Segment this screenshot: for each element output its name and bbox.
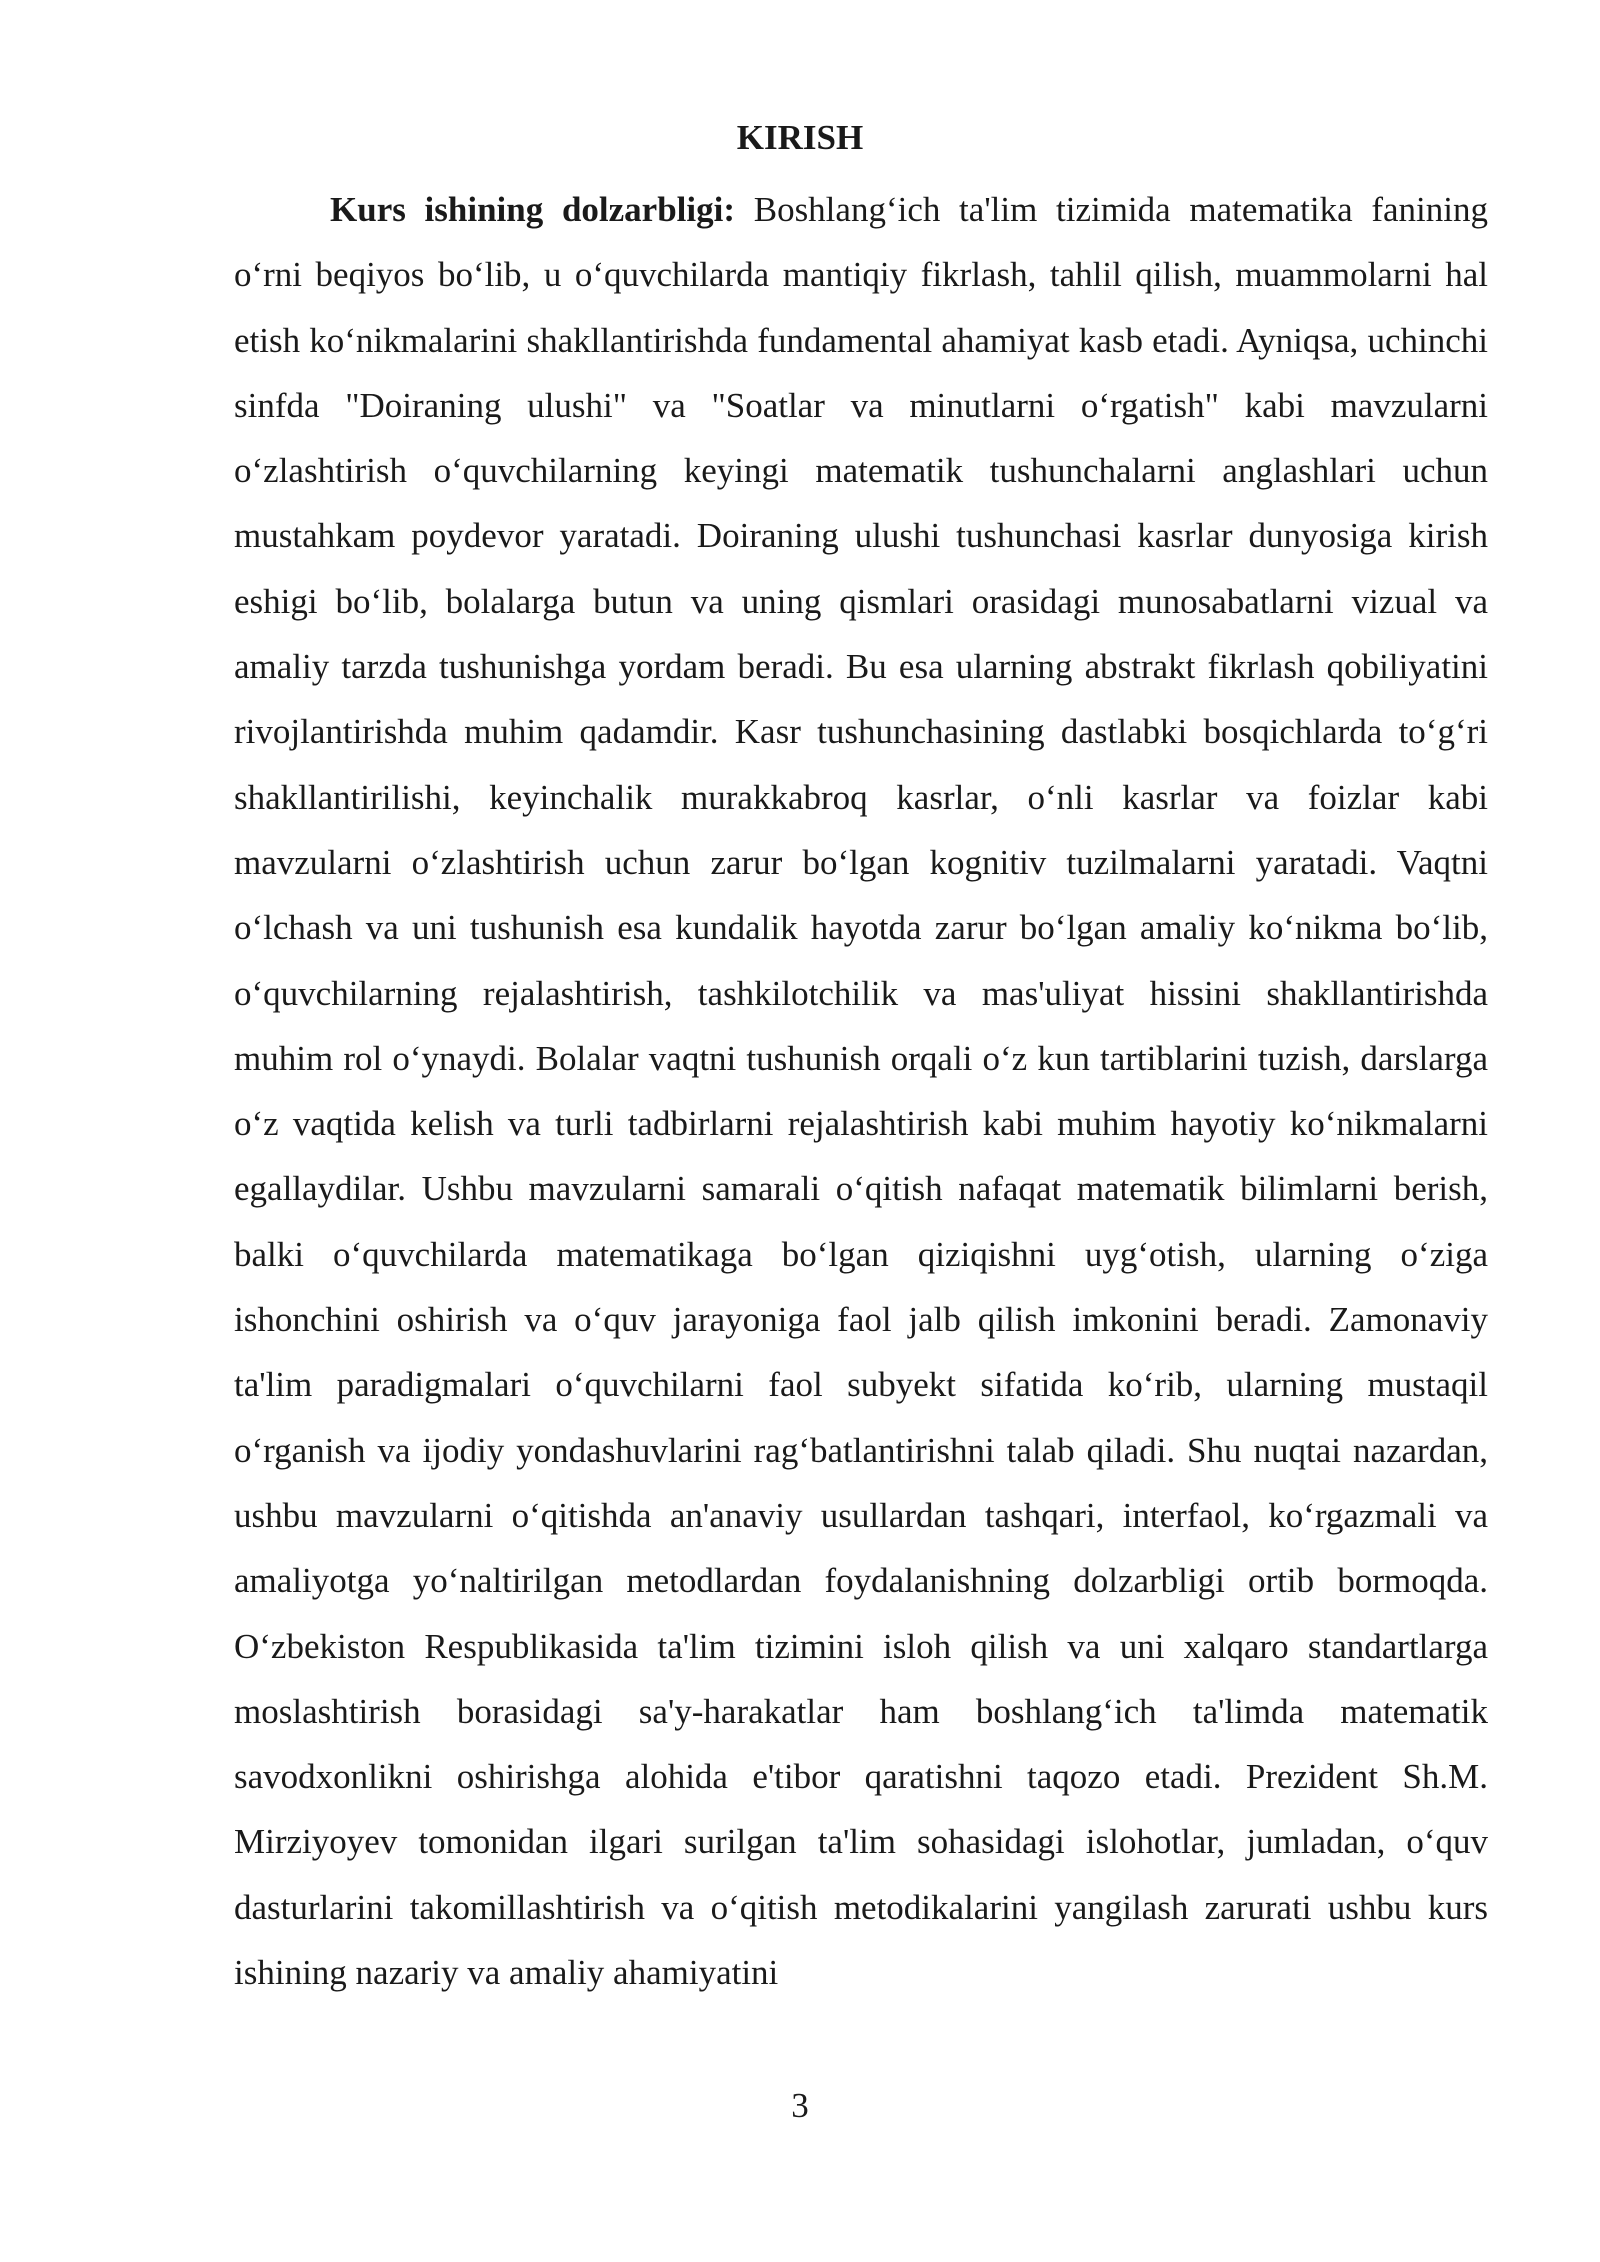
paragraph-lead: Kurs ishining dolzarbligi: (330, 190, 735, 229)
paragraph-text: Boshlang‘ich ta'lim tizimida matematika fanining o‘rni beqiyos bo‘lib, u o‘quvchilarda mantiqiy fikrlash, tahlil qilish, muammolarni hal etish ko‘nikmalarini shakllantirishda fundamental ahamiyat kasb etadi. Ayniqsa, uchinchi sinfda "Doiraning ulushi" va "Soatlar va minutlarni o‘rgatish" kabi mavzularni o‘zlashtirish o‘quvchilarning keyingi matematik tushunchalarni anglashlari uchun mustahkam poydevor yaratadi. Doiraning ulushi tushunchasi kasrlar dunyosiga kirish eshigi bo‘lib, bolalarga butun va uning qismlari orasidagi munosabatlarni vizual va amaliy tarzda tushunishga yordam beradi. Bu esa ularning abstrakt fikrlash qobiliyatini rivojlantirishda muhim qadamdir. Kasr tushunchasining dastlabki bosqichlarda to‘g‘ri shakllantirilishi, keyinchalik murakkabroq kasrlar, o‘nli kasrlar va foizlar kabi mavzularni o‘zlashtirish uchun zarur bo‘lgan kognitiv tuzilmalarni yaratadi. Vaqtni o‘lchash va uni tushunish esa kundalik hayotda zarur bo‘lgan amaliy ko‘nikma bo‘lib, o‘quvchilarning rejalashtirish, tashkilotchilik va mas'uliyat hissini shakllantirishda muhim rol o‘ynaydi. Bolalar vaqtni tushunish orqali o‘z kun tartiblarini tuzish, darslarga o‘z vaqtida kelish va turli tadbirlarni rejalashtirish kabi muhim hayotiy ko‘nikmalarni egallaydilar. Ushbu mavzularni samarali o‘qitish nafaqat matematik bilimlarni berish, balki o‘quvchilarda matematikaga bo‘lgan qiziqishni uyg‘otish, ularning o‘ziga ishonchini oshirish va o‘quv jarayoniga faol jalb qilish imkonini beradi. Zamonaviy ta'lim paradigmalari o‘quvchilarni faol subyekt sifatida ko‘rib, ularning mustaqil o‘rganish va ijodiy yondashuvlarini rag‘batlantirishni talab qiladi. Shu nuqtai nazardan, ushbu mavzularni o‘qitishda an'anaviy usullardan tashqari, interfaol, ko‘rgazmali va amaliyotga yo‘naltirilgan metodlardan foydalanishning dolzarbligi ortib bormoqda. O‘zbekiston Respublikasida ta'lim tizimini isloh qilish va uni xalqaro standartlarga moslashtirish borasidagi sa'y-harakatlar ham boshlang‘ich ta'limda matematik savodxonlikni oshirishga alohida e'tibor qaratishni taqozo etadi. Prezident Sh.M. Mirziyoyev tomonidan ilgari surilgan ta'lim sohasidagi islohotlar, jumladan, o‘quv dasturlarini takomillashtirish va o‘qitish metodikalarini yangilash zarurati ushbu kurs ishining nazariy va amaliy ahamiyatini (234, 190, 1489, 1993)
page-number: 3 (791, 2086, 809, 2125)
section-heading: KIRISH (736, 118, 864, 157)
body-paragraph (234, 177, 1488, 2005)
